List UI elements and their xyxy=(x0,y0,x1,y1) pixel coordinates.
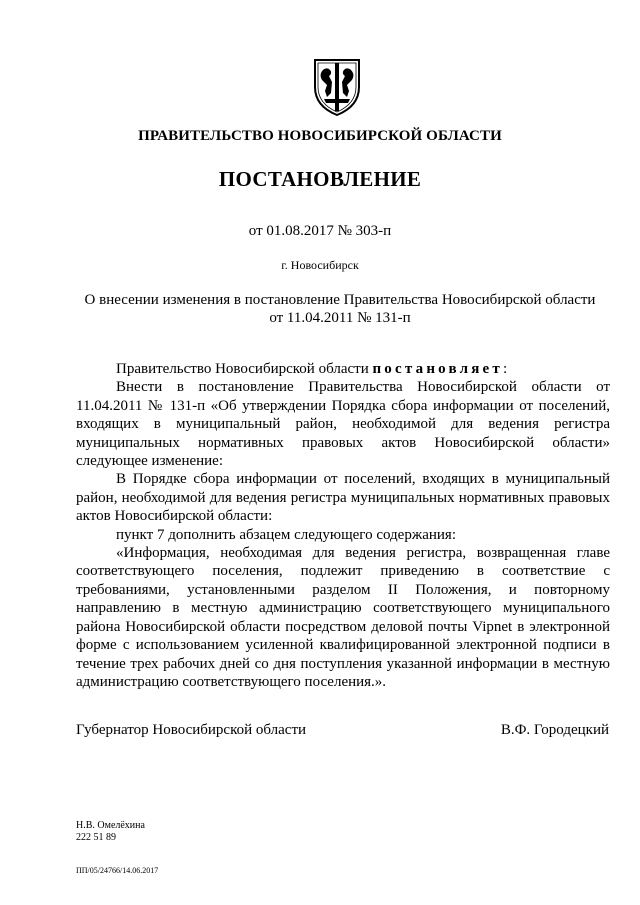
document-type: ПОСТАНОВЛЕНИЕ xyxy=(218,167,422,191)
subject-line-2: от 11.04.2011 № 131-п xyxy=(269,310,411,326)
document-city: г. Новосибирск xyxy=(281,258,359,272)
document-body xyxy=(76,360,610,691)
body-paragraph: В Порядке сбора информации от поселений, входящих в муниципальный район, необходимой для ведения регистра муниципальных нормативных правовых актов Новосибирской области: xyxy=(76,471,610,525)
document-subject xyxy=(70,291,610,327)
executor-name: Н.В. Омелёхина xyxy=(76,820,145,831)
document-date-number: от 01.08.2017 № 303-п xyxy=(248,223,392,239)
body-paragraph: Внести в постановление Правительства Новосибирской области от 11.04.2011 № 131-п «Об утверждении Порядка сбора информации от поселений, входящих в муниципальный район, необходимой для ведения регистра муниципальных нормативных правовых актов Новосибирской области» следующее изменение: xyxy=(76,379,610,470)
coat-of-arms-icon xyxy=(311,57,363,117)
body-paragraph-resolution xyxy=(76,360,610,378)
body-paragraph: «Информация, необходимая для ведения регистра, возвращенная главе соответствующего поселения, подлежит приведению в соответствие с требованиями, установленными разделом II Положения, и повторному направлению в местную администрацию соответствующего муниципального района Новосибирской области посредством деловой почты Vipnet в электронной форме с использованием усиленной квалифицированной электронной подписи в течение трех рабочих дней со дня поступления указанной информации в местную администрацию соответствующего поселения.». xyxy=(76,545,610,690)
resolution-tail: : xyxy=(502,361,508,377)
resolution-lead: Правительство Новосибирской области xyxy=(116,361,373,377)
document-code: ПП/05/24766/14.06.2017 xyxy=(76,866,159,875)
government-title: ПРАВИТЕЛЬСТВО НОВОСИБИРСКОЙ ОБЛАСТИ xyxy=(138,128,502,144)
body-paragraph: пункт 7 дополнить абзацем следующего содержания: xyxy=(116,526,456,543)
signatory-position: Губернатор Новосибирской области xyxy=(76,722,307,738)
signatory-name: В.Ф. Городецкий xyxy=(500,722,609,738)
subject-line-1: О внесении изменения в постановление Правительства Новосибирской области xyxy=(84,292,596,308)
executor-phone: 222 51 89 xyxy=(76,832,116,843)
resolution-keyword: постановляет xyxy=(372,361,503,377)
